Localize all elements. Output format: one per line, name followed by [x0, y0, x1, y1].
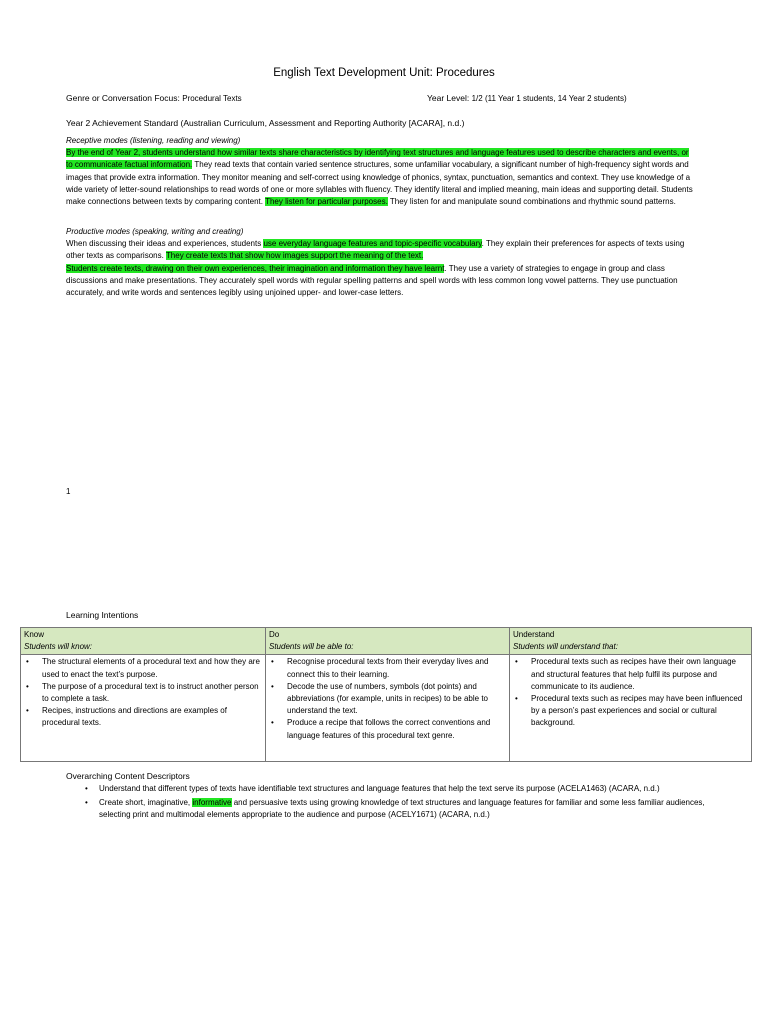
understand-list: [513, 656, 748, 729]
year-label: Year Level:: [427, 93, 470, 103]
list-item: • Procedural texts such as recipes have their own language and structural features that help fulfil its purpose and communicate to its audience.: [513, 656, 748, 693]
receptive-modes-heading: Receptive modes (listening, reading and viewing): [66, 136, 241, 145]
body-text: They listen for and manipulate sound combinations and rhythmic sound patterns.: [387, 197, 676, 207]
body-text: . They explain their preferences for aspects of texts using other texts as comparisons.: [66, 239, 685, 261]
year-value: 1/2 (11 Year 1 students, 14 Year 2 students): [471, 94, 627, 103]
list-item: • Recipes, instructions and directions are examples of procedural texts.: [24, 705, 262, 729]
table-row: [21, 655, 752, 762]
genre-label: Genre or Conversation Focus:: [66, 93, 180, 103]
page-number: 1: [66, 487, 71, 496]
document-title: English Text Development Unit: Procedures: [273, 67, 495, 79]
body-text: When discussing their ideas and experiences, students: [66, 239, 264, 249]
body-text: and persuasive texts using growing knowledge of text structures and language features for familiar and some less familiar audiences, selecting print and multimodal elements appropriate to the audience and purpose (ACELY1671) (ACARA, n.d.): [99, 798, 705, 820]
highlighted-text: Students create texts, drawing on their own experiences, their imagination and information they have learnt: [66, 263, 445, 273]
column-subtitle: Students will be able to:: [269, 642, 354, 652]
genre-focus: [66, 93, 242, 103]
highlighted-text: They listen for particular purposes.: [265, 197, 388, 207]
productive-modes-section: [66, 226, 696, 299]
list-item: • Understand that different types of texts have identifiable text structures and language features that help the text serve its purpose (ACELA1463) (ACARA, n.d.): [80, 783, 720, 795]
body-text: . They use a variety of strategies to engage in group and class discussions and make presentations. They accurately spell words with regular spelling patterns and spell words with less common long vowel patterns. They use punctuation accurately, and write words and sentences legibly using unjoined upper- and lower-case letters.: [66, 263, 678, 298]
know-cell: [21, 655, 266, 762]
list-item: • Recognise procedural texts from their everyday lives and connect this to their learning.: [269, 656, 506, 680]
column-title: Know: [24, 630, 45, 639]
receptive-modes-paragraph: [66, 147, 696, 208]
highlighted-text: informative: [192, 798, 232, 808]
highlighted-text: use everyday language features and topic-specific vocabulary: [263, 239, 482, 249]
learning-intentions-heading: Learning Intentions: [66, 610, 139, 620]
table-header-row: [21, 628, 752, 655]
content-descriptors-list: [80, 783, 720, 824]
year-level: [427, 93, 627, 103]
receptive-modes-section: [66, 135, 696, 208]
genre-value: Procedural Texts: [182, 94, 242, 103]
column-subtitle: Students will know:: [24, 642, 93, 652]
list-item: [80, 797, 720, 821]
learning-intentions-table: [20, 627, 752, 762]
list-item: • The structural elements of a procedural text and how they are used to enact the text’s purpose.: [24, 656, 262, 680]
column-header-understand: [510, 628, 752, 655]
achievement-standard-heading: Year 2 Achievement Standard (Australian Curriculum, Assessment and Reporting Authority [ACARA], n.d.): [66, 118, 465, 128]
productive-modes-paragraph: [66, 238, 696, 299]
do-list: [269, 656, 506, 741]
know-list: [24, 656, 262, 729]
column-subtitle: Students will understand that:: [513, 642, 618, 652]
list-item: • Procedural texts such as recipes may have been influenced by a person’s past experiences and social or cultural background.: [513, 693, 748, 730]
body-text: Create short, imaginative,: [99, 798, 193, 808]
list-item: • Decode the use of numbers, symbols (dot points) and abbreviations (for example, units in recipes) to be able to understand the text.: [269, 681, 506, 718]
column-header-know: [21, 628, 266, 655]
column-title: Do: [269, 630, 280, 639]
column-title: Understand: [513, 630, 555, 639]
highlighted-text: They create texts that show how images support the meaning of the text.: [165, 251, 424, 261]
understand-cell: [510, 655, 752, 762]
productive-modes-heading: Productive modes (speaking, writing and creating): [66, 227, 244, 236]
column-header-do: [266, 628, 510, 655]
do-cell: [266, 655, 510, 762]
body-text: They read texts that contain varied sentence structures, some unfamiliar vocabulary, a significant number of high-frequency sight words and images that provide extra information. They monitor meaning and self-correct using knowledge of phonics, syntax, punctuation, semantics and context. They use knowledge of a wide variety of letter-sound relationships to read words of one or more syllables with fluency. They identify literal and implied meaning, main ideas and supporting detail. Students make connections between texts by comparing content.: [66, 160, 693, 207]
list-item: • The purpose of a procedural text is to instruct another person to complete a task.: [24, 681, 262, 705]
content-descriptors-heading: Overarching Content Descriptors: [66, 771, 190, 781]
list-item: • Produce a recipe that follows the correct conventions and language features of this procedural text genre.: [269, 717, 506, 741]
highlighted-text: By the end of Year 2, students understand how similar texts share characteristics by identifying text structures and language features used to describe characters and events, or to communicate factual information.: [66, 148, 689, 170]
